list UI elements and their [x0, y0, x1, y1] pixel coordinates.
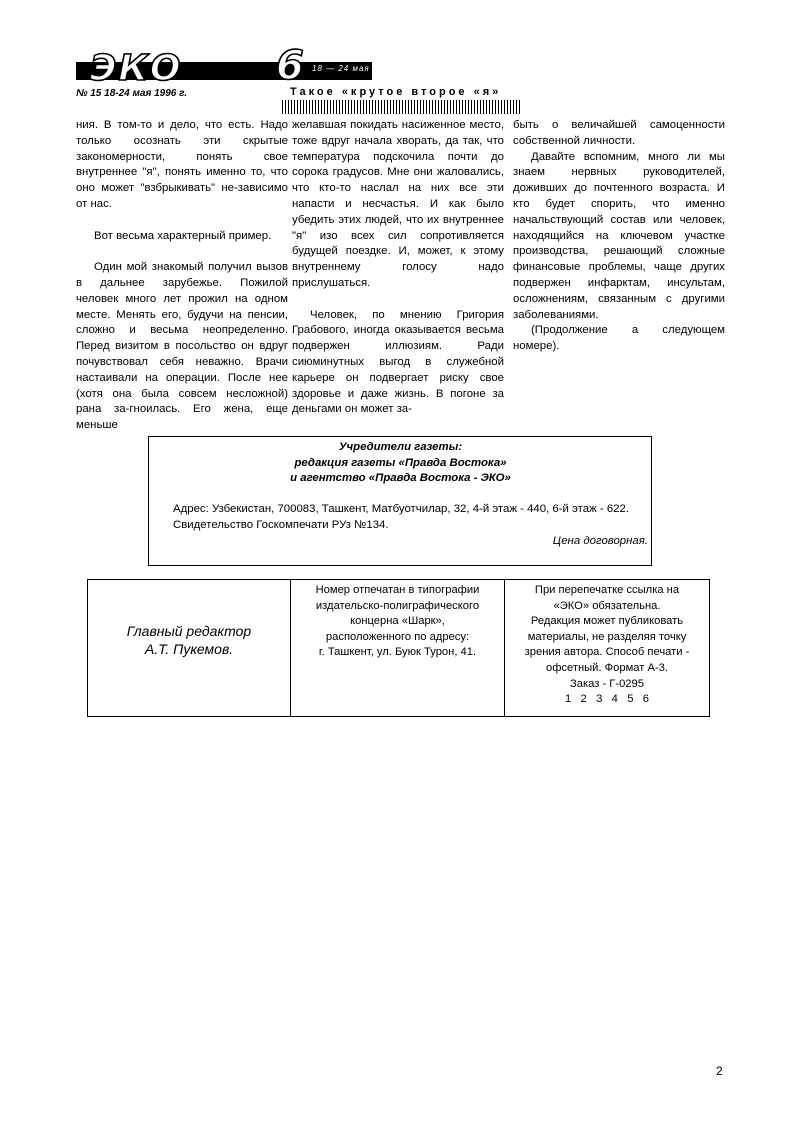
- editor-name: А.Т. Пукемов.: [144, 640, 234, 657]
- page-number: 2: [716, 1064, 723, 1078]
- notes-line: 1 2 3 4 5 6: [565, 693, 649, 706]
- founders-address: Адрес: Узбекистан, 700083, Ташкент, Матбуотчилар, 32, 4-й этаж - 440, 6-й этаж - 622.: [173, 503, 629, 516]
- issue-line: № 15 18-24 мая 1996 г.: [76, 88, 188, 99]
- founders-certificate: Свидетельство Госкомпечати РУз №134.: [173, 518, 389, 531]
- title-rule: [282, 100, 520, 114]
- masthead-dates: 18 — 24 мая: [312, 64, 370, 73]
- notes-line: «ЭКО» обязательна.: [553, 599, 661, 612]
- notes-line: зрения автора. Способ печати -: [524, 646, 690, 659]
- masthead-logo: ЭКО: [90, 48, 183, 89]
- printing-line: г. Ташкент, ул. Буюк Турон, 41.: [318, 646, 477, 659]
- founders-box: [148, 436, 652, 566]
- editor-title: Главный редактор: [126, 622, 252, 639]
- printing-line: концерна «Шарк»,: [350, 615, 445, 628]
- notes-line: Редакция может публиковать: [530, 615, 684, 628]
- printing-line: издательско-полиграфического: [315, 599, 480, 612]
- paragraph: Один мой знакомый получил вызов в дальнее зарубежье. Пожилой человек много лет прожил на одном месте. Менять его, будучи на пенсии, сложно и весьма неопределенно. Перед визитом в посольство он вдруг почувствовал себя неважно. Врачи настаивали на операции. После нее (хотя она была совсем несложной) рана за-гноилась. Его жена, еще меньше: [76, 261, 288, 432]
- paragraph: ния. В том-то и дело, что есть. Надо только осознать эти скрытые закономерности, понять свое внутреннее "я", понять именно то, что оно может "взбрыкивать" не-зависимо от нас.: [76, 119, 288, 210]
- notes-line: При перепечатке ссылка на: [534, 584, 680, 596]
- founders-heading: редакция газеты «Правда Востока»: [294, 456, 507, 469]
- founders-heading: Учредители газеты:: [338, 441, 463, 453]
- article-column-1: [76, 118, 288, 434]
- paragraph: Вот весьма характерный пример.: [94, 229, 272, 242]
- notes-cell: [505, 580, 710, 717]
- paragraph: (Продолжение а следующем номере).: [513, 324, 725, 353]
- masthead-issue-number: 6: [276, 43, 304, 89]
- article-title: Такое «крутое второе «я»: [290, 86, 502, 98]
- paragraph: Человек, по мнению Григория Грабового, иногда оказывается весьма подвержен иллюзиям. Ради сиюминутных выгод в служебной карьере он подвергает риску свое здоровье и даже жизнь. В погоне за деньгами он может за-: [292, 308, 504, 416]
- printing-line: Номер отпечатан в типографии: [315, 584, 480, 596]
- paragraph: Давайте вспомним, много ли мы знаем нервных руководителей, доживших до почтенного возраста. И кто будет спорить, что именно начальствующий состав или человек, находящийся на ключевом участке производства, решающий сложные финансовые проблемы, чаще других подвержен инфарктам, инсультам, осложнениям, связанным с другими заболеваниями.: [513, 150, 725, 321]
- notes-line: офсетный. Формат А-3.: [545, 661, 669, 674]
- masthead: [76, 43, 372, 89]
- printing-line: расположенного по адресу:: [325, 630, 470, 643]
- printing-cell: [291, 580, 505, 717]
- notes-line: материалы, не разделяя точку: [527, 630, 687, 643]
- article-column-2: [292, 118, 504, 418]
- price-note: Цена договорная.: [552, 534, 648, 547]
- notes-line: Заказ - Г-0295: [570, 677, 644, 690]
- imprint-table: [87, 579, 710, 717]
- editor-cell: [88, 580, 291, 717]
- article-column-3: [513, 118, 725, 355]
- founders-heading: и агентство «Правда Востока - ЭКО»: [290, 472, 511, 485]
- paragraph: желавшая покидать насиженное место, тоже вдруг начала хворать, да так, что температура подскочила почти до сорока градусов. Мне они жаловались, что кто-то наслал на них все эти напасти и несчастья. И как было убедить этих людей, что их внутреннее "я" изо всех сил сопротивляется будущей поездке. И, может, к этому внутреннему голосу надо прислушаться.: [292, 119, 504, 289]
- paragraph: быть о величайшей самоценности собственной личности.: [513, 119, 725, 147]
